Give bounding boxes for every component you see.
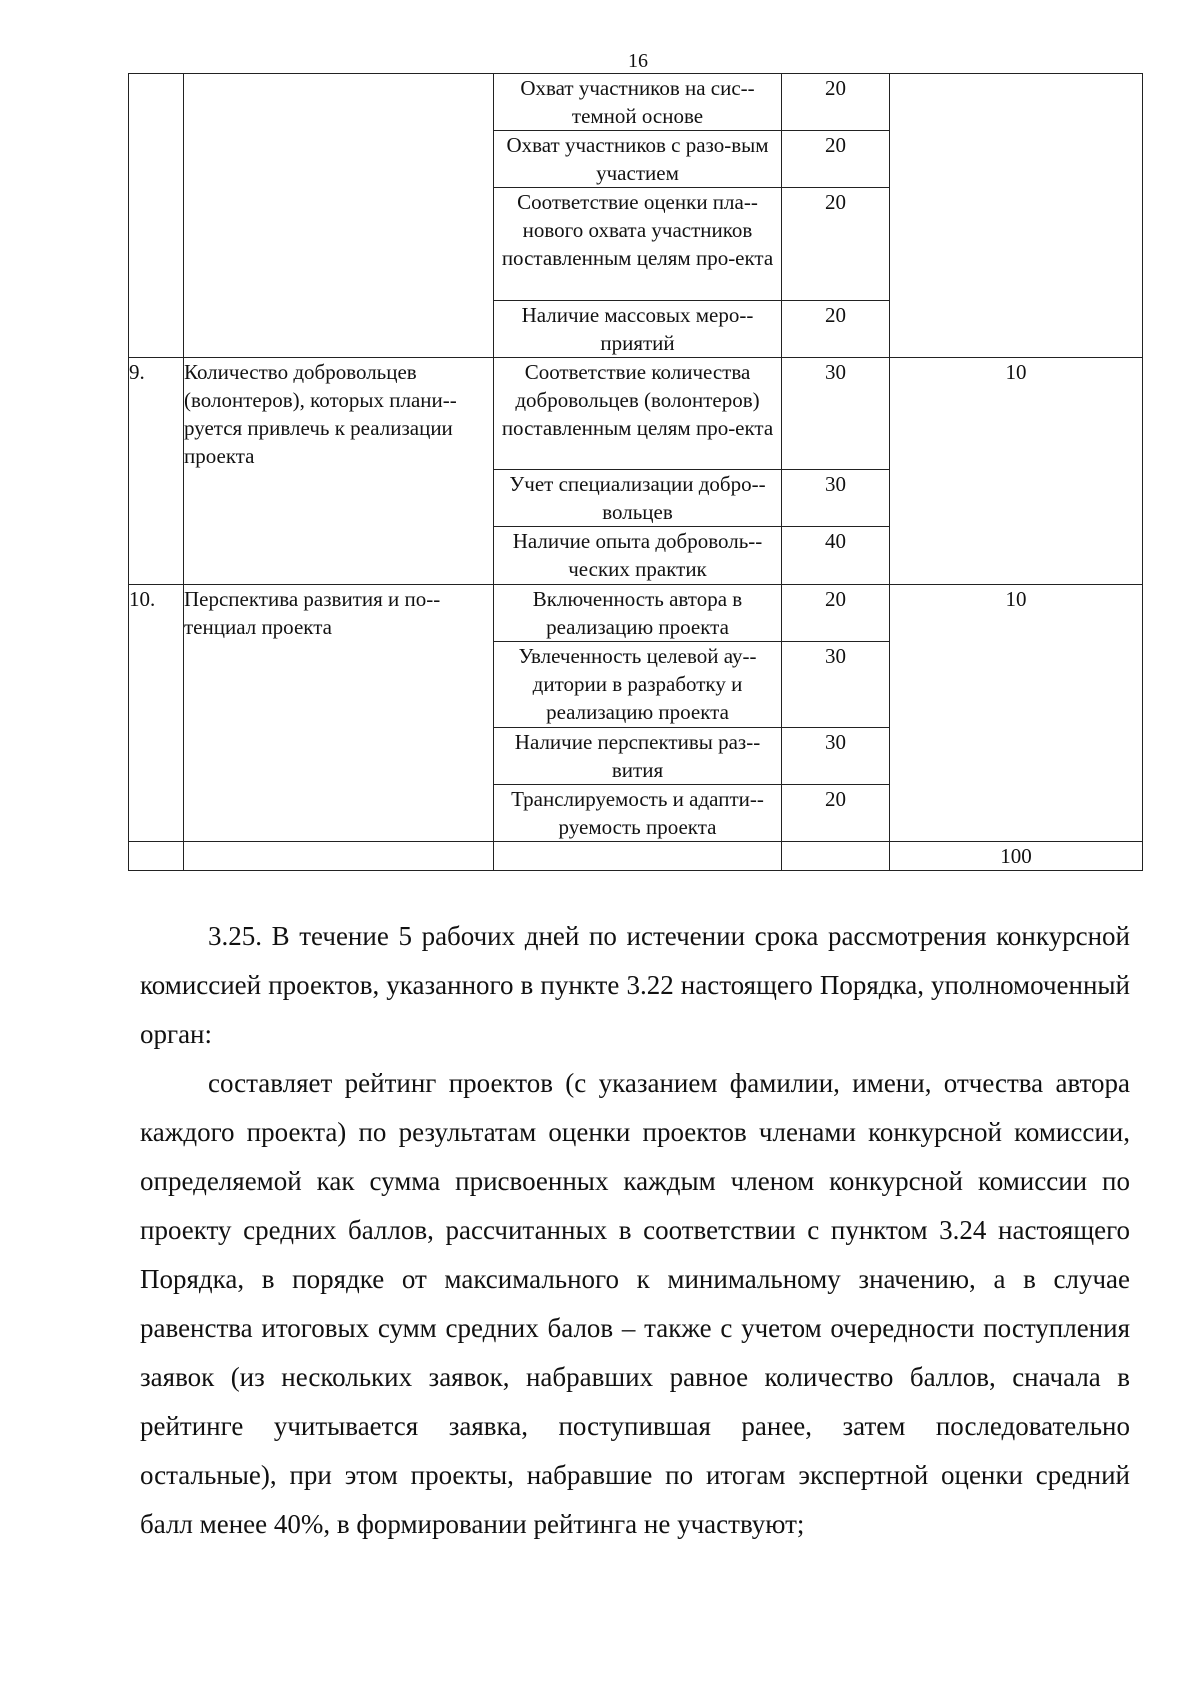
subcriterion: Учет специализации добро-вольцев: [494, 470, 782, 527]
subcriterion-max-score: 20: [782, 188, 890, 301]
subcriterion-max-score: 20: [782, 785, 890, 842]
paragraph: составляет рейтинг проектов (с указанием фамилии, имени, отчества автора каждого проекта) по результатам оценки проектов членами конкурсной комиссии, определяемой как сумма присвоенных каждым членом конкурсной комиссии по проекту средних баллов, рассчитанных в соответствии с пунктом 3.24 настоящего Порядка, в порядке от максимального к минимальному значению, а в случае равенства итоговых сумм средних балов – также с учетом очередности поступления заявок (из нескольких заявок, набравших равное количество баллов, сначала в рейтинге учитывается заявка, поступившая ранее, затем последовательно остальные), при этом проекты, набравшие по итогам экспертной оценки средний балл менее 40%, в формировании рейтинга не участвуют;: [140, 1068, 1130, 1539]
paragraph: 3.25. В течение 5 рабочих дней по истечении срока рассмотрения конкурсной комиссией проектов, указанного в пункте 3.22 настоящего Порядка, уполномоченный орган:: [140, 921, 1130, 1049]
subcriterion: Транслируемость и адапти-руемость проекта: [494, 785, 782, 842]
subcriterion-max-score: 30: [782, 642, 890, 728]
page-number: 16: [628, 50, 648, 72]
criterion-number: 10.: [129, 585, 184, 842]
subcriterion: Увлеченность целевой ау-дитории в разработку и реализацию проекта: [494, 642, 782, 728]
empty-cell: [129, 842, 184, 871]
subcriterion-max-score: 30: [782, 358, 890, 470]
subcriterion: Наличие перспективы раз-вития: [494, 728, 782, 785]
subcriterion-max-score: 20: [782, 74, 890, 131]
empty-cell: [184, 842, 494, 871]
subcriterion: Наличие опыта доброволь-ческих практик: [494, 527, 782, 585]
criterion-number: 9.: [129, 358, 184, 585]
subcriterion-max-score: 30: [782, 470, 890, 527]
body-text: [140, 912, 1130, 1549]
table-total-row: [129, 842, 1143, 871]
subcriterion-max-score: 40: [782, 527, 890, 585]
table-row: [129, 74, 1143, 131]
criterion-weight: 10: [890, 358, 1143, 585]
subcriterion: Включенность автора в реализацию проекта: [494, 585, 782, 642]
subcriterion-max-score: 20: [782, 301, 890, 358]
subcriterion-max-score: 20: [782, 585, 890, 642]
criterion-weight: [890, 74, 1143, 358]
criterion-name: Количество добровольцев (волонтеров), которых плани-руется привлечь к реализации проекта: [184, 358, 494, 585]
subcriterion-max-score: 30: [782, 728, 890, 785]
criterion-number: [129, 74, 184, 358]
criterion-name: [184, 74, 494, 358]
criterion-name: Перспектива развития и по-тенциал проекта: [184, 585, 494, 842]
subcriterion: Наличие массовых меро-приятий: [494, 301, 782, 358]
criterion-weight: 10: [890, 585, 1143, 842]
total-score: 100: [890, 842, 1143, 871]
empty-cell: [782, 842, 890, 871]
table-row: [129, 358, 1143, 470]
subcriterion-max-score: 20: [782, 131, 890, 188]
subcriterion: Охват участников на сис-темной основе: [494, 74, 782, 131]
empty-cell: [494, 842, 782, 871]
subcriterion: Соответствие количества добровольцев (волонтеров) поставленным целям про-екта: [494, 358, 782, 470]
subcriterion: Соответствие оценки пла-нового охвата участников поставленным целям про-екта: [494, 188, 782, 301]
subcriterion: Охват участников с разо-вым участием: [494, 131, 782, 188]
criteria-table: [128, 73, 1143, 871]
table-row: [129, 585, 1143, 642]
